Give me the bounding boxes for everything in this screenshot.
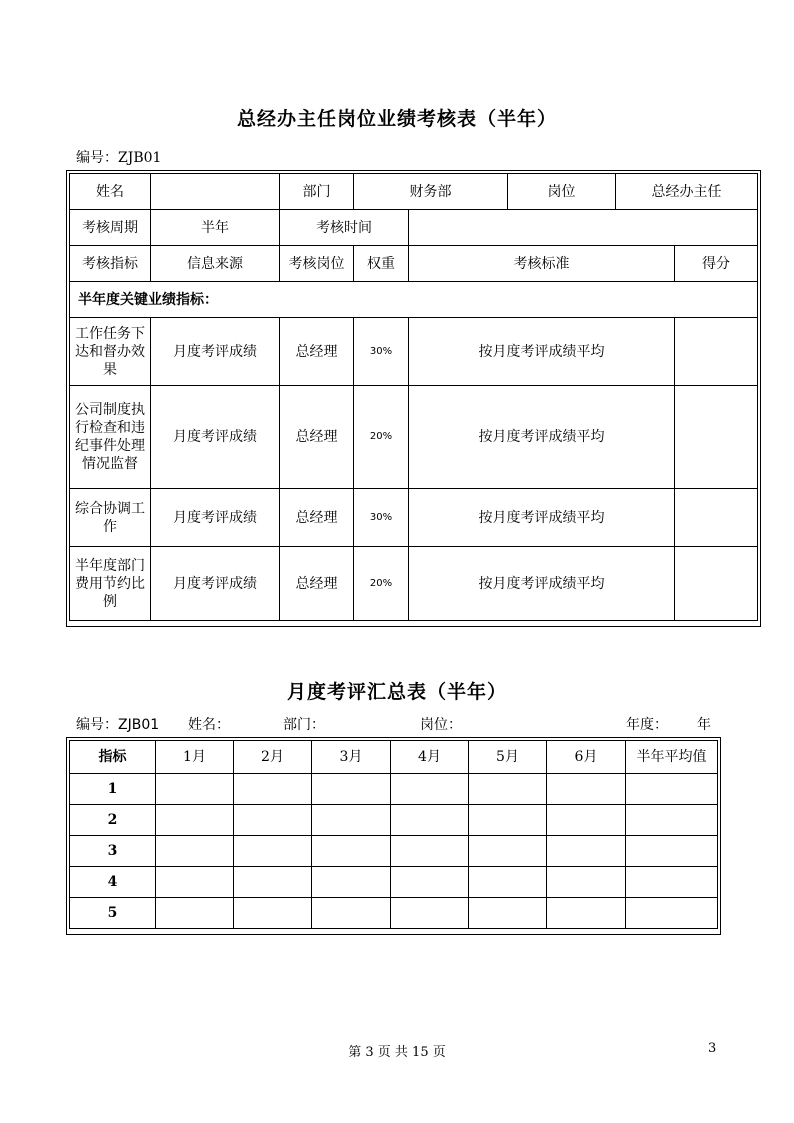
table-row <box>70 386 758 489</box>
section-heading: 半年度关键业绩指标： <box>70 282 758 318</box>
page-footer: 第 3 页 共 15 页 <box>348 1045 446 1060</box>
dept-value: 财务部 <box>354 174 508 210</box>
source-cell: 月度考评成绩 <box>151 547 280 621</box>
period-label: 考核周期 <box>70 210 151 246</box>
row-index: 3 <box>70 836 156 867</box>
header-month-6: 6月 <box>547 741 626 774</box>
table-row <box>70 489 758 547</box>
row-index: 5 <box>70 898 156 929</box>
time-value <box>409 210 758 246</box>
standard-cell: 按月度考评成绩平均 <box>409 386 675 489</box>
performance-table <box>69 173 758 621</box>
header-indicator: 指标 <box>70 741 156 774</box>
table-row <box>70 547 758 621</box>
summary-name-label: 姓名： <box>188 717 230 733</box>
header-weight: 权重 <box>354 246 409 282</box>
post-label: 岗位 <box>508 174 616 210</box>
summary-year-label: 年度： <box>626 717 668 733</box>
header-source: 信息来源 <box>151 246 280 282</box>
score-cell <box>675 489 758 547</box>
post-cell: 总经理 <box>280 489 354 547</box>
summary-code: 编号：ZJB01 <box>76 717 160 733</box>
score-cell <box>675 547 758 621</box>
page-title: 总经办主任岗位业绩考核表（半年） <box>236 108 557 130</box>
name-label: 姓名 <box>70 174 151 210</box>
indicator-cell: 公司制度执行检查和违纪事件处理情况监督 <box>70 386 151 489</box>
name-value <box>151 174 280 210</box>
weight-cell: 30% <box>354 318 409 386</box>
post-cell: 总经理 <box>280 386 354 489</box>
score-cell <box>675 318 758 386</box>
time-label: 考核时间 <box>280 210 409 246</box>
table-row <box>70 318 758 386</box>
summary-dept-label: 部门： <box>283 717 325 733</box>
weight-cell: 20% <box>354 547 409 621</box>
table-row <box>70 805 718 836</box>
row-index: 2 <box>70 805 156 836</box>
summary-post-label: 岗位： <box>420 717 462 733</box>
header-score: 得分 <box>675 246 758 282</box>
post-cell: 总经理 <box>280 318 354 386</box>
source-cell: 月度考评成绩 <box>151 318 280 386</box>
dept-label: 部门 <box>280 174 354 210</box>
summary-year-suffix: 年 <box>697 717 711 733</box>
indicator-cell: 半年度部门费用节约比例 <box>70 547 151 621</box>
header-average: 半年平均值 <box>626 741 718 774</box>
header-month-3: 3月 <box>312 741 391 774</box>
table-row <box>70 774 718 805</box>
header-month-4: 4月 <box>391 741 469 774</box>
standard-cell: 按月度考评成绩平均 <box>409 318 675 386</box>
row-index: 4 <box>70 867 156 898</box>
monthly-summary-table <box>69 740 718 929</box>
table-row <box>70 867 718 898</box>
table-row <box>70 898 718 929</box>
header-month-1: 1月 <box>156 741 234 774</box>
post-cell: 总经理 <box>280 547 354 621</box>
page-number: 3 <box>708 1041 717 1056</box>
header-indicator: 考核指标 <box>70 246 151 282</box>
header-post: 考核岗位 <box>280 246 354 282</box>
standard-cell: 按月度考评成绩平均 <box>409 547 675 621</box>
weight-cell: 30% <box>354 489 409 547</box>
header-month-5: 5月 <box>469 741 547 774</box>
post-value: 总经办主任 <box>616 174 758 210</box>
period-value: 半年 <box>151 210 280 246</box>
table-row <box>70 836 718 867</box>
summary-title: 月度考评汇总表（半年） <box>286 681 507 703</box>
indicator-cell: 综合协调工作 <box>70 489 151 547</box>
header-month-2: 2月 <box>234 741 312 774</box>
weight-cell: 20% <box>354 386 409 489</box>
header-standard: 考核标准 <box>409 246 675 282</box>
row-index: 1 <box>70 774 156 805</box>
source-cell: 月度考评成绩 <box>151 489 280 547</box>
score-cell <box>675 386 758 489</box>
standard-cell: 按月度考评成绩平均 <box>409 489 675 547</box>
source-cell: 月度考评成绩 <box>151 386 280 489</box>
indicator-cell: 工作任务下达和督办效果 <box>70 318 151 386</box>
form-code: 编号：ZJB01 <box>76 150 162 166</box>
